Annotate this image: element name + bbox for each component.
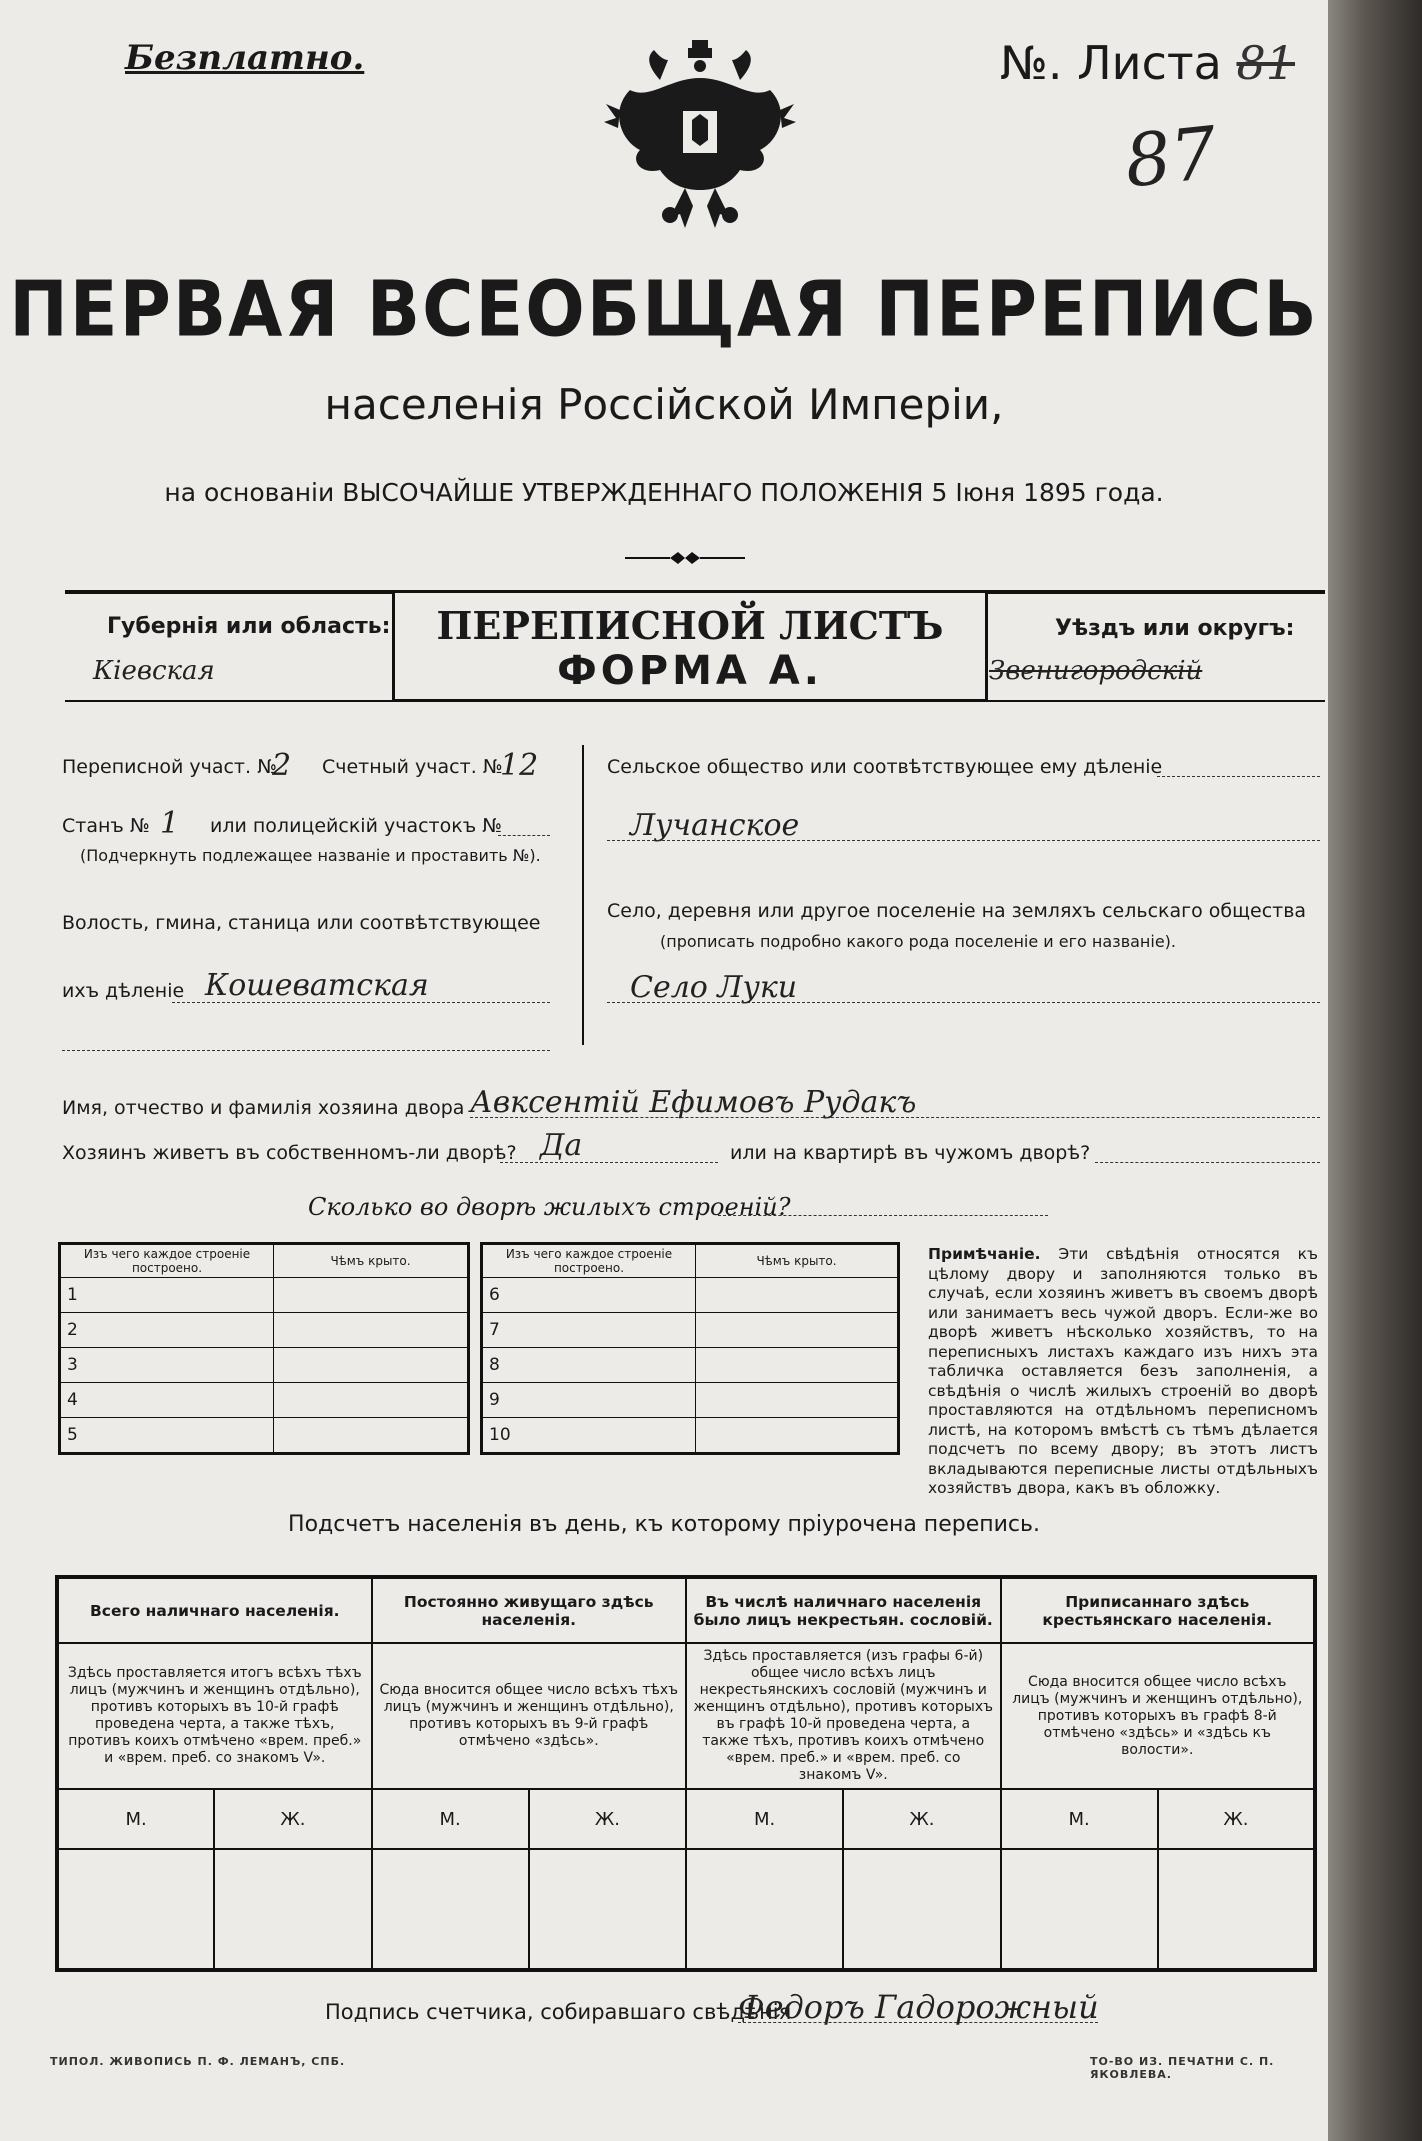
- tally-female-header: Ж.: [843, 1789, 1000, 1849]
- tally-male-header: М.: [372, 1789, 529, 1849]
- tally-cell: [843, 1849, 1000, 1970]
- buildings-table-right: [480, 1242, 900, 1455]
- table-row: 4: [60, 1383, 469, 1418]
- table-row: 2: [60, 1313, 469, 1348]
- province-box: [65, 590, 395, 702]
- owner-lives-line: [500, 1162, 718, 1163]
- legal-basis: на основаніи ВЫСОЧАЙШЕ УТВЕРЖДЕННАГО ПОЛОЖЕНІЯ 5 Іюня 1895 года.: [164, 478, 1164, 507]
- form-title: ПЕРЕПИСНОЙ ЛИСТЪ: [436, 603, 944, 648]
- tally-cell: [214, 1849, 371, 1970]
- community-value: Лучанское: [630, 808, 800, 843]
- owner-or-line: [1095, 1162, 1320, 1163]
- tally-head-4: Приписаннаго здѣсь крестьянскаго населенія.: [1001, 1577, 1316, 1643]
- province-value: Кіевская: [93, 656, 215, 686]
- signature-value: Федоръ Гадорожный: [738, 1988, 1099, 2026]
- tally-cell: [1001, 1849, 1158, 1970]
- volost-value: Кошеватская: [205, 968, 429, 1003]
- community-line: [1157, 776, 1320, 777]
- tally-cell: [686, 1849, 843, 1970]
- tally-head-1: Всего наличнаго населенія.: [57, 1577, 372, 1643]
- form-title-box: [392, 590, 988, 702]
- table-row: 3: [60, 1348, 469, 1383]
- tally-head-3: Въ числѣ наличнаго населенія было лицъ некрестьян. сословій.: [686, 1577, 1001, 1643]
- province-label: Губернія или область:: [107, 614, 391, 639]
- tally-male-header: М.: [57, 1789, 214, 1849]
- col-roof: Чѣмъ крыто.: [696, 1244, 899, 1278]
- volost-label: Волость, гмина, станица или соотвѣтствующее: [62, 912, 541, 934]
- table-row: 9: [482, 1383, 899, 1418]
- page-edge-shadow: [1328, 0, 1422, 2141]
- free-of-charge-label: Безплатно.: [125, 38, 365, 78]
- village-label: Село, деревня или другое поселеніе на земляхъ сельскаго общества: [607, 900, 1307, 922]
- document-subtitle: населенія Россійской Имперіи,: [324, 380, 1004, 429]
- sheet-number-handwritten-2: 87: [1120, 110, 1221, 204]
- tally-male-header: М.: [1001, 1789, 1158, 1849]
- table-row: 1: [60, 1278, 469, 1313]
- column-separator: [582, 745, 584, 1045]
- village-line: [607, 1002, 1320, 1003]
- printer-left: ТИПОЛ. ЖИВОПИСЬ П. Ф. ЛЕМАНЪ, СПБ.: [50, 2055, 346, 2068]
- buildings-question: Сколько во дворѣ жилыхъ строеній?: [308, 1193, 791, 1221]
- village-value: Село Луки: [630, 970, 798, 1005]
- col-material: Изъ чего каждое строеніе построено.: [60, 1244, 274, 1278]
- table-row: 7: [482, 1313, 899, 1348]
- table-row: 5: [60, 1418, 469, 1454]
- col-material: Изъ чего каждое строеніе построено.: [482, 1244, 696, 1278]
- table-row: 10: [482, 1418, 899, 1454]
- owner-lives-label: Хозяинъ живетъ въ собственномъ-ли дворѣ?: [62, 1142, 517, 1164]
- table-row: 8: [482, 1348, 899, 1383]
- volost-line: [172, 1002, 550, 1003]
- tally-female-header: Ж.: [214, 1789, 371, 1849]
- owner-or-label: или на квартирѣ въ чужомъ дворѣ?: [730, 1142, 1091, 1164]
- buildings-table-left: [58, 1242, 470, 1455]
- community-line-2: [607, 840, 1320, 841]
- sheet-number-handwritten: 81: [1236, 36, 1296, 90]
- tally-desc-3: Здѣсь проставляется (изъ графы 6-й) общее число всѣхъ лицъ некрестьянскихъ сословій (мужчинъ и женщинъ отдѣльно), противъ которыхъ въ графѣ 10-й проведена черта, а также тѣхъ, противъ коихъ отмѣчено «врем. преб.» и «врем. преб. со знакомъ V».: [686, 1643, 1001, 1789]
- district-label: Уѣздъ или округъ:: [1055, 616, 1295, 641]
- tally-male-header: М.: [686, 1789, 843, 1849]
- document-title: ПЕРВАЯ ВСЕОБЩАЯ ПЕРЕПИСЬ: [9, 263, 1319, 355]
- police-district-line: [498, 835, 550, 836]
- table-row: 6: [482, 1278, 899, 1313]
- tally-desc-1: Здѣсь проставляется итогъ всѣхъ тѣхъ лицъ (мужчинъ и женщинъ отдѣльно), противъ которыхъ въ 10-й графѣ проведена черта, а также тѣхъ, противъ коихъ отмѣчено «врем. преб.» и «врем. преб. со знакомъ V».: [57, 1643, 372, 1789]
- count-area-label: Счетный участ. №: [322, 756, 503, 778]
- police-district-label: или полицейскій участокъ №: [210, 815, 502, 837]
- district-value: Звенигородскій: [989, 656, 1203, 686]
- sheet-number-label: №. Листа: [1000, 36, 1222, 90]
- stan-value: 1: [160, 806, 180, 841]
- signature-line: [738, 2022, 1098, 2023]
- ornament-divider-icon: [625, 548, 745, 568]
- owner-name-label: Имя, отчество и фамилія хозяина двора: [62, 1097, 465, 1119]
- note-head: Примѣчаніе.: [928, 1245, 1041, 1263]
- tally-female-header: Ж.: [529, 1789, 686, 1849]
- community-label: Сельское общество или соотвѣтствующее ему дѣленіе: [607, 756, 1163, 778]
- sheet-number: [1000, 36, 1295, 90]
- tally-cell: [372, 1849, 529, 1970]
- tally-title: Подсчетъ населенія въ день, къ которому пріурочена перепись.: [288, 1512, 1040, 1537]
- tally-desc-4: Сюда вносится общее число всѣхъ лицъ (мужчинъ и женщинъ отдѣльно), противъ которыхъ въ графѣ 8-й отмѣчено «здѣсь» и «здѣсь къ волости».: [1001, 1643, 1316, 1789]
- district-box: [985, 590, 1325, 702]
- village-hint: (прописать подробно какого рода поселеніе и его названіе).: [660, 932, 1176, 951]
- owner-name-line: [470, 1117, 1320, 1118]
- census-area-label: Переписной участ. №: [62, 756, 277, 778]
- owner-name-value: Авксентій Ефимовъ Рудакъ: [470, 1085, 917, 1120]
- note-text: Эти свѣдѣнія относятся къ цѣлому двору и заполняются только въ случаѣ, если хозяинъ живетъ въ своемъ дворѣ или занимаетъ весь чужой дворъ. Если-же во дворѣ живетъ нѣсколько хозяйствъ, то на переписныхъ листахъ каждаго изъ нихъ эта табличка оставляется безъ заполненія, а свѣдѣнія о числѣ жилыхъ строеній во дворѣ проставляются на отдѣльномъ переписномъ листѣ, на которомъ вмѣстѣ съ тѣмъ дѣлается подсчетъ по всему двору; въ этотъ листъ вкладываются переписные листы отдѣльныхъ хозяйствъ двора, какъ въ обложку.: [928, 1245, 1318, 1497]
- tally-female-header: Ж.: [1158, 1789, 1315, 1849]
- stan-hint: (Подчеркнуть подлежащее названіе и проставить №).: [80, 846, 541, 865]
- tally-cell: [1158, 1849, 1315, 1970]
- volost-line-2: [62, 1050, 550, 1051]
- volost-label-2: ихъ дѣленіе: [62, 980, 185, 1002]
- owner-lives-value: Да: [540, 1128, 583, 1163]
- tally-desc-2: Сюда вносится общее число всѣхъ тѣхъ лицъ (мужчинъ и женщинъ отдѣльно), противъ которыхъ въ 9-й графѣ отмѣчено «здѣсь».: [372, 1643, 687, 1789]
- census-area-value: 2: [272, 748, 292, 783]
- col-roof: Чѣмъ крыто.: [274, 1244, 469, 1278]
- tally-cell: [57, 1849, 214, 1970]
- form-letter: ФОРМА А.: [557, 648, 823, 694]
- tally-cell: [529, 1849, 686, 1970]
- stan-label: Станъ №: [62, 815, 150, 837]
- buildings-line: [718, 1215, 1048, 1216]
- tally-head-2: Постоянно живущаго здѣсь населенія.: [372, 1577, 687, 1643]
- population-tally-table: [55, 1575, 1317, 1972]
- printer-right: ТО-ВО ИЗ. ПЕЧАТНИ С. П. ЯКОВЛЕВА.: [1090, 2055, 1275, 2081]
- count-area-value: 12: [500, 748, 539, 783]
- note: [928, 1245, 1318, 1499]
- double-headed-eagle-emblem-icon: [600, 40, 800, 240]
- signature-label: Подпись счетчика, собиравшаго свѣдѣнія: [325, 2000, 792, 2024]
